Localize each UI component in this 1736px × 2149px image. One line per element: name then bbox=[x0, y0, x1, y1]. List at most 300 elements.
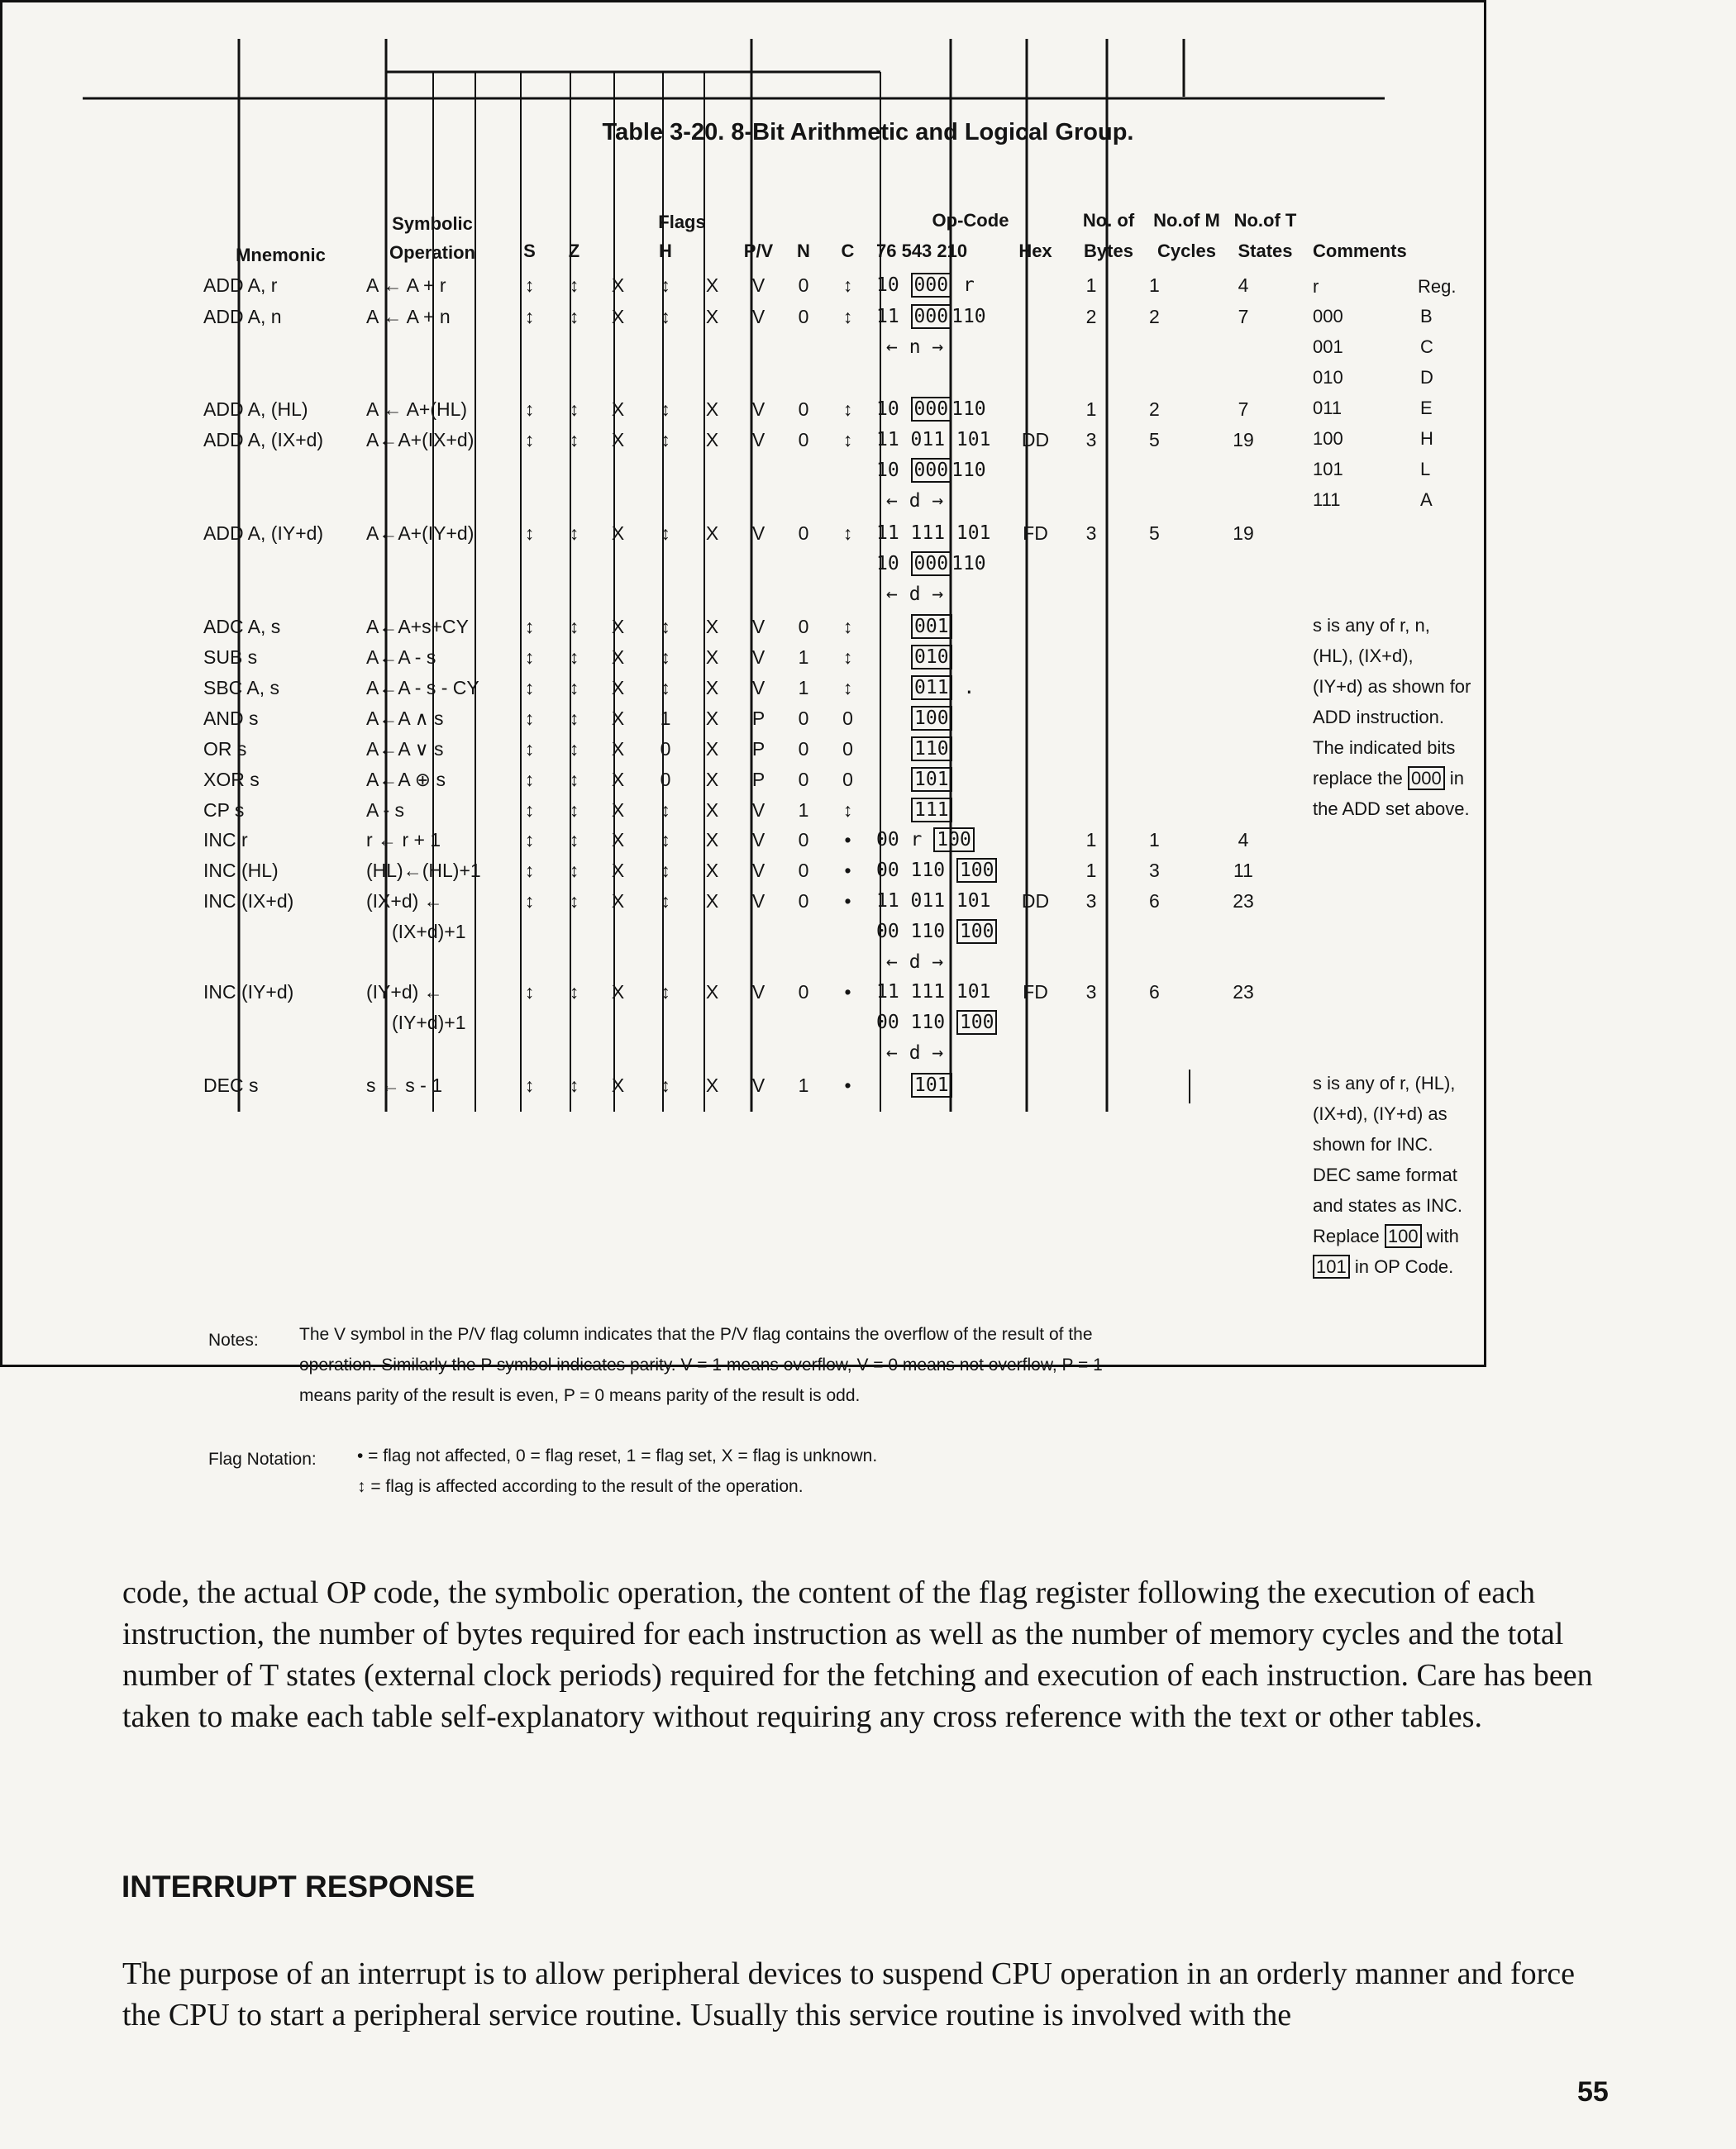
comment-dec-line-3: DEC same format bbox=[1313, 1165, 1457, 1185]
page-number: 55 bbox=[1577, 2076, 1609, 2108]
table-row-12-mnemonic: INC r bbox=[203, 829, 248, 851]
table-row-15-opcode-2-prefix: ← d → bbox=[886, 1042, 944, 1064]
table-row-12-operation: r ← r + 1 bbox=[366, 829, 441, 851]
table-row-14-opcode-1-boxed-bits: 100 bbox=[956, 919, 998, 944]
table-row-11-operation: A - s bbox=[366, 799, 405, 821]
table-row-8-operation: A←A ∧ s bbox=[366, 708, 444, 729]
table-row-12-flag-5: V bbox=[751, 829, 765, 851]
table-row-7-flag-2: X bbox=[611, 677, 625, 698]
table-row-7-flag-6: 1 bbox=[798, 677, 809, 698]
comment-s-replace-suffix: in bbox=[1444, 768, 1464, 789]
table-row-14-opcode-0 bbox=[876, 890, 990, 912]
comment-dec-replace-boxed-bits: 100 bbox=[1385, 1224, 1422, 1248]
table-row-4-opcode-1-boxed-bits: 000 bbox=[911, 551, 952, 576]
table-row-13-operation: (HL)←(HL)+1 bbox=[366, 860, 481, 881]
reg-legend-code-5: 101 bbox=[1313, 459, 1343, 479]
table-row-11-flag-7: ↕ bbox=[842, 799, 853, 821]
header-flag-3: H bbox=[659, 241, 672, 261]
header-tstates-1: No.of T bbox=[1233, 210, 1297, 231]
comment-s-replace-boxed-bits: 000 bbox=[1408, 766, 1445, 790]
table-row-14-flag-6: 0 bbox=[798, 890, 809, 912]
table-row-13-mnemonic: INC (HL) bbox=[203, 860, 279, 881]
table-row-2-flag-6: 0 bbox=[798, 398, 809, 420]
table-row-0-opcode-0-prefix: 10 bbox=[876, 274, 911, 296]
table-row-13-flag-5: V bbox=[751, 860, 765, 881]
reg-legend-code-3: 011 bbox=[1313, 398, 1343, 418]
table-row-16-opcode-0 bbox=[911, 1074, 952, 1096]
table-row-13-bytes: 1 bbox=[1085, 860, 1097, 881]
table-row-3-opcode-2-prefix: ← d → bbox=[886, 490, 944, 512]
table-row-15-hex: FD bbox=[1023, 981, 1048, 1003]
table-row-8-opcode-0-boxed-bits: 100 bbox=[911, 706, 952, 731]
table-row-7-opcode-0-boxed-bits: 011 bbox=[911, 675, 952, 700]
table-row-11-flag-4: X bbox=[705, 799, 719, 821]
table-row-4-bytes: 3 bbox=[1085, 522, 1097, 544]
table-row-13-flag-3: ↕ bbox=[661, 860, 670, 881]
reg-legend-code-2: 010 bbox=[1313, 367, 1343, 388]
table-row-0-bytes: 1 bbox=[1085, 274, 1097, 296]
comment-dec-replace bbox=[1313, 1226, 1459, 1247]
table-row-8-flag-5: P bbox=[751, 708, 765, 729]
table-row-6-opcode-0 bbox=[911, 646, 952, 668]
table-row-2-mnemonic: ADD A, (HL) bbox=[203, 398, 308, 420]
table-row-9-flag-4: X bbox=[705, 738, 719, 760]
table-row-9-flag-1: ↕ bbox=[569, 738, 579, 760]
header-mnemonic: Mnemonic bbox=[236, 245, 326, 265]
table-row-2-opcode-0 bbox=[876, 398, 986, 420]
table-row-11-flag-2: X bbox=[611, 799, 625, 821]
table-row-8-flag-7: 0 bbox=[842, 708, 853, 729]
table-row-3-flag-1: ↕ bbox=[569, 429, 579, 450]
table-row-2-tstates: 7 bbox=[1238, 398, 1249, 420]
table-row-4-opcode-1-prefix: 10 bbox=[876, 553, 911, 574]
table-row-3-opcode-2 bbox=[886, 490, 943, 512]
comment-dec-line-2: shown for INC. bbox=[1313, 1134, 1433, 1155]
table-row-5-flag-7: ↕ bbox=[842, 616, 853, 637]
reg-legend-register-0: B bbox=[1420, 306, 1433, 326]
notes-label: Notes: bbox=[208, 1331, 259, 1350]
table-row-16-flag-7: • bbox=[844, 1074, 851, 1096]
table-row-4-flag-7: ↕ bbox=[842, 522, 853, 544]
table-row-1-opcode-1 bbox=[886, 336, 943, 358]
table-row-1-opcode-0-prefix: 11 bbox=[876, 306, 911, 327]
table-row-1-flag-2: X bbox=[611, 306, 625, 327]
table-row-10-flag-3: 0 bbox=[660, 769, 671, 790]
comment-dec-replace-suffix: with bbox=[1421, 1226, 1459, 1246]
table-row-8-mnemonic: AND s bbox=[203, 708, 259, 729]
table-row-3-hex: DD bbox=[1021, 429, 1050, 450]
table-row-14-hex: DD bbox=[1021, 890, 1050, 912]
table-row-6-flag-3: ↕ bbox=[661, 646, 670, 668]
table-row-1-opcode-0-boxed-bits: 000 bbox=[911, 304, 952, 329]
table-row-14-flag-7: • bbox=[844, 890, 851, 912]
header-operation: Operation bbox=[389, 242, 475, 263]
table-row-14-mnemonic: INC (IX+d) bbox=[203, 890, 294, 912]
table-row-13-flag-7: • bbox=[844, 860, 851, 881]
flag-notation-line-1: • = flag not affected, 0 = flag reset, 1 = flag set, X = flag is unknown. bbox=[357, 1446, 878, 1465]
table-row-16-mnemonic: DEC s bbox=[203, 1074, 259, 1096]
comment-dec-last-boxed-bits: 101 bbox=[1313, 1255, 1350, 1279]
table-row-4-mcycles: 5 bbox=[1149, 522, 1160, 544]
table-row-7-mnemonic: SBC A, s bbox=[203, 677, 280, 698]
comment-s-replace bbox=[1313, 768, 1464, 789]
reg-legend-register-4: H bbox=[1420, 428, 1433, 449]
table-row-10-flag-4: X bbox=[705, 769, 719, 790]
table-row-8-flag-1: ↕ bbox=[569, 708, 579, 729]
table-row-3-flag-7: ↕ bbox=[842, 429, 853, 450]
table-row-13-flag-6: 0 bbox=[798, 860, 809, 881]
table-row-1-opcode-0 bbox=[876, 306, 986, 327]
table-row-0-operation: A ← A + r bbox=[366, 274, 446, 296]
comment-dec-line-1: (IX+d), (IY+d) as bbox=[1313, 1103, 1447, 1124]
table-row-14-opcode-1 bbox=[876, 921, 997, 942]
table-row-12-flag-4: X bbox=[705, 829, 719, 851]
table-row-3-tstates: 19 bbox=[1233, 429, 1254, 450]
table-row-12-opcode-0-prefix: 00 r bbox=[876, 829, 934, 851]
table-row-12-flag-6: 0 bbox=[798, 829, 809, 851]
table-row-6-flag-0: ↕ bbox=[524, 646, 535, 668]
table-row-3-mnemonic: ADD A, (IX+d) bbox=[203, 429, 324, 450]
table-row-16-opcode-0-boxed-bits: 101 bbox=[911, 1073, 952, 1098]
table-row-4-flag-2: X bbox=[611, 522, 625, 544]
table-row-4-flag-4: X bbox=[705, 522, 719, 544]
table-row-10-flag-7: 0 bbox=[842, 769, 853, 790]
table-row-1-mcycles: 2 bbox=[1149, 306, 1160, 327]
header-opcode-bits: 76 543 210 bbox=[876, 241, 968, 261]
notes-line-0: The V symbol in the P/V flag column indicates that the P/V flag contains the overflow of the result of the bbox=[299, 1325, 1093, 1344]
table-row-10-flag-1: ↕ bbox=[569, 769, 579, 790]
table-row-1-flag-6: 0 bbox=[798, 306, 809, 327]
table-row-16-flag-5: V bbox=[751, 1074, 765, 1096]
table-row-13-tstates: 11 bbox=[1233, 860, 1253, 881]
table-row-14-flag-3: ↕ bbox=[661, 890, 670, 912]
table-row-0-opcode-0-boxed-bits: 000 bbox=[911, 273, 952, 298]
table-row-4-flag-6: 0 bbox=[798, 522, 809, 544]
comment-dec-line-4: and states as INC. bbox=[1313, 1195, 1462, 1216]
header-flag-7: C bbox=[841, 241, 855, 261]
table-row-12-mcycles: 1 bbox=[1149, 829, 1160, 851]
table-row-2-flag-5: V bbox=[751, 398, 765, 420]
table-row-15-flag-3: ↕ bbox=[661, 981, 670, 1003]
table-row-14-opcode-2-prefix: ← d → bbox=[886, 951, 944, 973]
header-symbolic: Symbolic bbox=[392, 213, 473, 234]
table-row-0-flag-0: ↕ bbox=[524, 274, 535, 296]
table-row-14-bytes: 3 bbox=[1085, 890, 1097, 912]
table-row-6-opcode-0-boxed-bits: 010 bbox=[911, 645, 952, 669]
table-row-10-flag-5: P bbox=[751, 769, 765, 790]
table-row-13-opcode-0-boxed-bits: 100 bbox=[956, 858, 998, 883]
reg-legend-code-6: 111 bbox=[1313, 489, 1341, 510]
table-row-0-flag-5: V bbox=[751, 274, 765, 296]
table-row-15-bytes: 3 bbox=[1085, 981, 1097, 1003]
table-row-11-mnemonic: CP s bbox=[203, 799, 245, 821]
table-row-1-operation: A ← A + n bbox=[366, 306, 451, 327]
table-row-8-flag-2: X bbox=[611, 708, 625, 729]
table-row-3-flag-6: 0 bbox=[798, 429, 809, 450]
table-row-9-mnemonic: OR s bbox=[203, 738, 247, 760]
table-row-14-operation-cont: (IX+d)+1 bbox=[392, 921, 466, 942]
table-row-6-flag-5: V bbox=[751, 646, 765, 668]
table-row-5-mnemonic: ADC A, s bbox=[203, 616, 281, 637]
table-row-9-flag-0: ↕ bbox=[524, 738, 535, 760]
body-paragraph-1: code, the actual OP code, the symbolic operation, the content of the flag register following the execution of each instruction, the number of bytes required for each instruction as well as the number of memory cycles and the total number of T states (external clock periods) required for the fetching and execution of each instruction. Care has been taken to make each table self-explanatory without requiring any cross reference with the text or other tables. bbox=[122, 1575, 1593, 1734]
table-row-15-tstates: 23 bbox=[1233, 981, 1254, 1003]
table-row-7-flag-1: ↕ bbox=[569, 677, 579, 698]
table-row-3-operation: A←A+(IX+d) bbox=[366, 429, 475, 450]
table-row-14-opcode-1-prefix: 00 110 bbox=[876, 921, 956, 942]
table-row-9-operation: A←A ∨ s bbox=[366, 738, 444, 760]
table-row-10-flag-0: ↕ bbox=[524, 769, 535, 790]
table-row-13-flag-0: ↕ bbox=[524, 860, 535, 881]
table-row-11-flag-0: ↕ bbox=[524, 799, 535, 821]
table-row-16-flag-1: ↕ bbox=[569, 1074, 579, 1096]
table-row-0-opcode-0 bbox=[876, 274, 975, 296]
table-row-14-flag-4: X bbox=[705, 890, 719, 912]
table-row-2-opcode-0-prefix: 10 bbox=[876, 398, 911, 420]
table-row-4-flag-1: ↕ bbox=[569, 522, 579, 544]
table-row-10-mnemonic: XOR s bbox=[203, 769, 260, 790]
table-row-0-flag-4: X bbox=[705, 274, 719, 296]
table-row-4-flag-0: ↕ bbox=[524, 522, 535, 544]
comment-dec-last-suffix: in OP Code. bbox=[1349, 1256, 1454, 1277]
table-row-2-flag-3: ↕ bbox=[661, 398, 670, 420]
table-row-12-flag-0: ↕ bbox=[524, 829, 535, 851]
table-row-0-mcycles: 1 bbox=[1149, 274, 1160, 296]
table-row-15-flag-5: V bbox=[751, 981, 765, 1003]
table-row-1-flag-1: ↕ bbox=[569, 306, 579, 327]
table-row-6-flag-1: ↕ bbox=[569, 646, 579, 668]
table-row-7-flag-7: ↕ bbox=[842, 677, 853, 698]
table-caption: Table 3-20. 8-Bit Arithmetic and Logical Group. bbox=[602, 119, 1134, 145]
table-row-1-mnemonic: ADD A, n bbox=[203, 306, 282, 327]
table-row-4-hex: FD bbox=[1023, 522, 1048, 544]
table-row-8-flag-6: 0 bbox=[798, 708, 809, 729]
table-row-1-flag-3: ↕ bbox=[661, 306, 670, 327]
table-row-3-opcode-0-prefix: 11 011 101 bbox=[876, 429, 991, 450]
comment-s-line-4: The indicated bits bbox=[1313, 737, 1456, 758]
table-row-13-flag-1: ↕ bbox=[569, 860, 579, 881]
comment-s-last: the ADD set above. bbox=[1313, 798, 1470, 819]
header-flag-0: S bbox=[523, 241, 536, 261]
table-row-6-mnemonic: SUB s bbox=[203, 646, 258, 668]
table-row-11-flag-5: V bbox=[751, 799, 765, 821]
table-row-12-tstates: 4 bbox=[1238, 829, 1249, 851]
table-row-0-flag-6: 0 bbox=[798, 274, 809, 296]
table-row-3-flag-2: X bbox=[611, 429, 625, 450]
table-row-15-opcode-1 bbox=[876, 1012, 997, 1033]
table-row-0-mnemonic: ADD A, r bbox=[203, 274, 278, 296]
table-row-9-flag-3: 0 bbox=[660, 738, 671, 760]
table-row-16-flag-6: 1 bbox=[798, 1074, 809, 1096]
reg-legend-code-1: 001 bbox=[1313, 336, 1343, 357]
header-bytes-2: Bytes bbox=[1084, 241, 1133, 261]
table-row-15-flag-4: X bbox=[705, 981, 719, 1003]
reg-legend-code-0: 000 bbox=[1313, 306, 1343, 326]
comment-dec-replace-prefix: Replace bbox=[1313, 1226, 1385, 1246]
table-row-15-opcode-1-boxed-bits: 100 bbox=[956, 1010, 998, 1035]
table-row-4-opcode-0 bbox=[876, 522, 990, 544]
table-row-10-opcode-0-boxed-bits: 101 bbox=[911, 767, 952, 792]
header-hex: Hex bbox=[1018, 241, 1052, 261]
table-row-2-opcode-0-boxed-bits: 000 bbox=[911, 397, 952, 422]
comment-s-line-2: (IY+d) as shown for bbox=[1313, 676, 1471, 697]
table-row-14-opcode-2 bbox=[886, 951, 943, 973]
table-row-1-opcode-1-prefix: ← n → bbox=[886, 336, 944, 358]
header-flag-1: Z bbox=[568, 241, 580, 261]
table-row-3-opcode-1-boxed-bits: 000 bbox=[911, 458, 952, 483]
table-row-3-opcode-0 bbox=[876, 429, 990, 450]
reg-legend-register-6: A bbox=[1420, 489, 1433, 510]
table-row-15-opcode-0 bbox=[876, 981, 990, 1003]
table-row-13-mcycles: 3 bbox=[1149, 860, 1160, 881]
header-tstates-2: States bbox=[1238, 241, 1293, 261]
section-heading: INTERRUPT RESPONSE bbox=[122, 1870, 475, 1904]
table-row-15-flag-2: X bbox=[611, 981, 625, 1003]
table-row-1-opcode-0-suffix: 110 bbox=[951, 306, 986, 327]
table-row-2-operation: A ← A+(HL) bbox=[366, 398, 468, 420]
table-row-10-flag-6: 0 bbox=[798, 769, 809, 790]
table-row-5-operation: A←A+s+CY bbox=[366, 616, 469, 637]
table-row-3-flag-4: X bbox=[705, 429, 719, 450]
table-row-5-flag-5: V bbox=[751, 616, 765, 637]
table-row-15-opcode-2 bbox=[886, 1042, 943, 1064]
table-row-8-flag-0: ↕ bbox=[524, 708, 535, 729]
table-row-0-flag-7: ↕ bbox=[842, 274, 853, 296]
table-row-0-flag-3: ↕ bbox=[661, 274, 670, 296]
table-row-5-flag-6: 0 bbox=[798, 616, 809, 637]
table-row-12-bytes: 1 bbox=[1085, 829, 1097, 851]
table-row-14-flag-2: X bbox=[611, 890, 625, 912]
table-row-12-flag-1: ↕ bbox=[569, 829, 579, 851]
table-row-15-flag-7: • bbox=[844, 981, 851, 1003]
notes-line-2: means parity of the result is even, P = 0 means parity of the result is odd. bbox=[299, 1386, 861, 1405]
table-row-14-flag-5: V bbox=[751, 890, 765, 912]
table-row-9-flag-6: 0 bbox=[798, 738, 809, 760]
table-row-7-operation: A←A - s - CY bbox=[366, 677, 479, 698]
reg-legend-code-4: 100 bbox=[1313, 428, 1343, 449]
table-row-3-opcode-1 bbox=[876, 460, 986, 481]
table-row-5-flag-2: X bbox=[611, 616, 625, 637]
table-row-7-flag-5: V bbox=[751, 677, 765, 698]
table-row-15-mnemonic: INC (IY+d) bbox=[203, 981, 294, 1003]
body-paragraph-2: The purpose of an interrupt is to allow peripheral devices to suspend CPU operation in an orderly manner and force the CPU to start a peripheral service routine. Usually this service routine is involved with the bbox=[122, 1956, 1575, 2032]
table-row-15-mcycles: 6 bbox=[1149, 981, 1160, 1003]
comment-dec-last bbox=[1313, 1256, 1453, 1278]
table-row-15-opcode-0-prefix: 11 111 101 bbox=[876, 981, 991, 1003]
table-row-11-opcode-0-boxed-bits: 111 bbox=[911, 798, 952, 822]
table-row-8-opcode-0 bbox=[911, 708, 952, 729]
reg-legend-register-3: E bbox=[1420, 398, 1433, 418]
comment-s-line-3: ADD instruction. bbox=[1313, 707, 1444, 727]
header-mcycles-2: Cycles bbox=[1157, 241, 1216, 261]
table-row-3-flag-0: ↕ bbox=[524, 429, 535, 450]
table-row-13-flag-2: X bbox=[611, 860, 625, 881]
table-row-7-opcode-0 bbox=[911, 677, 975, 698]
table-row-2-flag-0: ↕ bbox=[524, 398, 535, 420]
header-opcode: Op-Code bbox=[932, 210, 1009, 231]
table-row-0-opcode-0-suffix: r bbox=[951, 274, 975, 296]
table-row-4-opcode-2-prefix: ← d → bbox=[886, 584, 944, 605]
table-row-9-opcode-0 bbox=[911, 738, 952, 760]
table-row-6-flag-7: ↕ bbox=[842, 646, 853, 668]
table-row-0-flag-2: X bbox=[611, 274, 625, 296]
table-row-4-opcode-1-suffix: 110 bbox=[951, 553, 986, 574]
table-row-3-bytes: 3 bbox=[1085, 429, 1097, 450]
table-row-15-operation-cont: (IY+d)+1 bbox=[392, 1012, 466, 1033]
table-row-5-flag-4: X bbox=[705, 616, 719, 637]
header-mcycles-1: No.of M bbox=[1153, 210, 1220, 231]
table-row-5-flag-1: ↕ bbox=[569, 616, 579, 637]
table-row-7-flag-0: ↕ bbox=[524, 677, 535, 698]
table-row-6-flag-6: 1 bbox=[798, 646, 809, 668]
table-row-16-flag-2: X bbox=[611, 1074, 625, 1096]
table-row-13-opcode-0 bbox=[876, 860, 997, 881]
table-row-3-flag-3: ↕ bbox=[661, 429, 670, 450]
table-row-7-opcode-0-suffix: . bbox=[951, 677, 975, 698]
flag-notation-line-2: ↕ = flag is affected according to the result of the operation. bbox=[357, 1477, 804, 1496]
table-row-2-flag-2: X bbox=[611, 398, 625, 420]
table-row-12-flag-3: ↕ bbox=[661, 829, 670, 851]
table-row-4-operation: A←A+(IY+d) bbox=[366, 522, 475, 544]
table-row-14-opcode-0-prefix: 11 011 101 bbox=[876, 890, 991, 912]
table-row-12-opcode-0 bbox=[876, 829, 975, 851]
table-row-10-opcode-0 bbox=[911, 769, 952, 790]
comment-s-line-1: (HL), (IX+d), bbox=[1313, 646, 1414, 666]
table-row-2-flag-4: X bbox=[705, 398, 719, 420]
table-row-15-flag-0: ↕ bbox=[524, 981, 535, 1003]
flag-notation-label: Flag Notation: bbox=[208, 1450, 317, 1469]
table-row-6-operation: A←A - s bbox=[366, 646, 436, 668]
table-row-9-flag-2: X bbox=[611, 738, 625, 760]
table-row-10-operation: A←A ⊕ s bbox=[366, 769, 446, 790]
table-row-10-flag-2: X bbox=[611, 769, 625, 790]
table-row-4-opcode-1 bbox=[876, 553, 986, 574]
table-row-0-tstates: 4 bbox=[1238, 274, 1249, 296]
table-row-5-opcode-0-boxed-bits: 001 bbox=[911, 614, 952, 639]
table-row-12-flag-2: X bbox=[611, 829, 625, 851]
header-comments: Comments bbox=[1313, 241, 1407, 261]
table-row-1-bytes: 2 bbox=[1085, 306, 1097, 327]
table-row-11-flag-6: 1 bbox=[798, 799, 809, 821]
table-row-15-operation: (IY+d) ← bbox=[366, 981, 443, 1003]
table-row-3-opcode-1-suffix: 110 bbox=[951, 460, 986, 481]
table-row-4-tstates: 19 bbox=[1233, 522, 1254, 544]
table-row-4-flag-3: ↕ bbox=[661, 522, 670, 544]
table-row-3-opcode-1-prefix: 10 bbox=[876, 460, 911, 481]
table-row-14-operation: (IX+d) ← bbox=[366, 890, 443, 912]
reg-legend-register-2: D bbox=[1420, 367, 1433, 388]
table-row-2-flag-1: ↕ bbox=[569, 398, 579, 420]
table-row-11-flag-1: ↕ bbox=[569, 799, 579, 821]
reg-legend-header-right: Reg. bbox=[1418, 276, 1457, 297]
table-row-11-opcode-0 bbox=[911, 799, 952, 821]
table-row-8-flag-4: X bbox=[705, 708, 719, 729]
table-row-2-bytes: 1 bbox=[1085, 398, 1097, 420]
reg-legend-register-5: L bbox=[1420, 459, 1431, 479]
table-row-6-flag-4: X bbox=[705, 646, 719, 668]
table-row-12-opcode-0-boxed-bits: 100 bbox=[933, 827, 975, 852]
table-row-4-opcode-0-prefix: 11 111 101 bbox=[876, 522, 991, 544]
table-row-1-flag-0: ↕ bbox=[524, 306, 535, 327]
header-flag-6: N bbox=[797, 241, 810, 261]
table-row-7-flag-3: ↕ bbox=[661, 677, 670, 698]
table-row-4-mnemonic: ADD A, (IY+d) bbox=[203, 522, 324, 544]
table-row-15-opcode-1-prefix: 00 110 bbox=[876, 1012, 956, 1033]
table-row-16-flag-3: ↕ bbox=[661, 1074, 670, 1096]
table-row-14-flag-0: ↕ bbox=[524, 890, 535, 912]
header-flag-5: P/V bbox=[743, 241, 774, 261]
table-row-4-flag-5: V bbox=[751, 522, 765, 544]
